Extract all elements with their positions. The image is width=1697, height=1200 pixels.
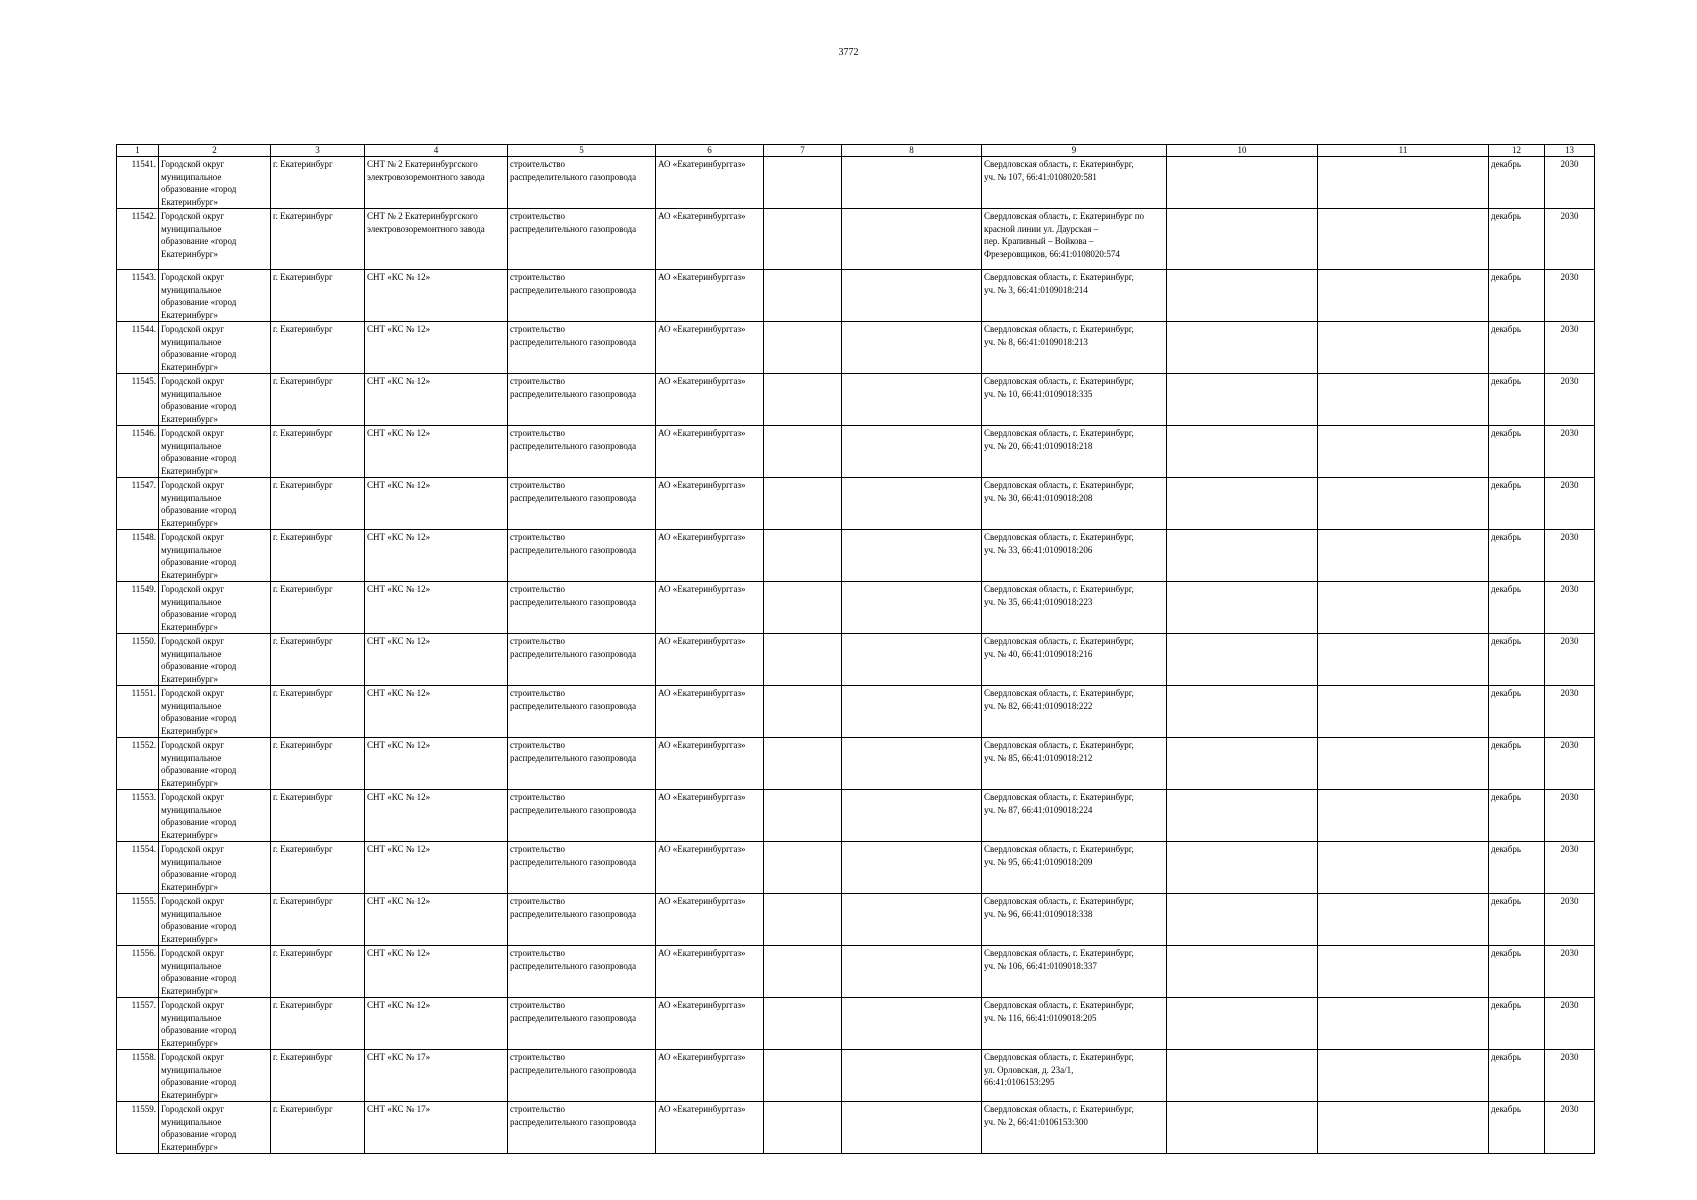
column-10-cell	[1167, 209, 1318, 270]
table-row	[117, 530, 1595, 582]
column-11-cell	[1318, 738, 1489, 790]
column-8-cell	[842, 322, 982, 374]
column-7-cell	[764, 478, 842, 530]
year-cell: 2030	[1545, 946, 1595, 998]
municipality-cell: Городской округ муниципальное образование «город Екатеринбург»	[159, 894, 271, 946]
object-cell: СНТ «КС № 12»	[365, 426, 508, 478]
column-7-cell	[764, 842, 842, 894]
settlement-cell: г. Екатеринбург	[271, 426, 365, 478]
table-row	[117, 426, 1595, 478]
object-cell: СНТ «КС № 12»	[365, 374, 508, 426]
column-10-cell	[1167, 530, 1318, 582]
settlement-cell: г. Екатеринбург	[271, 322, 365, 374]
municipality-cell: Городской округ муниципальное образование «город Екатеринбург»	[159, 157, 271, 209]
object-cell: СНТ № 2 Екатеринбургского электровозоремонтного завода	[365, 157, 508, 209]
column-11-cell	[1318, 946, 1489, 998]
column-10-cell	[1167, 157, 1318, 209]
municipality-cell: Городской округ муниципальное образование «город Екатеринбург»	[159, 842, 271, 894]
settlement-cell: г. Екатеринбург	[271, 790, 365, 842]
year-cell: 2030	[1545, 1102, 1595, 1154]
organization-cell: АО «Екатеринбурггаз»	[656, 686, 764, 738]
year-cell: 2030	[1545, 842, 1595, 894]
object-cell: СНТ «КС № 12»	[365, 790, 508, 842]
month-cell: декабрь	[1489, 634, 1545, 686]
work-type-cell: строительство распределительного газопровода	[508, 790, 656, 842]
year-cell: 2030	[1545, 790, 1595, 842]
object-cell: СНТ «КС № 12»	[365, 270, 508, 322]
settlement-cell: г. Екатеринбург	[271, 738, 365, 790]
column-8-cell	[842, 270, 982, 322]
organization-cell: АО «Екатеринбурггаз»	[656, 894, 764, 946]
municipality-cell: Городской округ муниципальное образование «город Екатеринбург»	[159, 738, 271, 790]
municipality-cell: Городской округ муниципальное образование «город Екатеринбург»	[159, 478, 271, 530]
municipality-cell: Городской округ муниципальное образование «город Екатеринбург»	[159, 790, 271, 842]
table-row	[117, 157, 1595, 209]
object-cell: СНТ «КС № 17»	[365, 1102, 508, 1154]
municipality-cell: Городской округ муниципальное образование «город Екатеринбург»	[159, 582, 271, 634]
address-cell: Свердловская область, г. Екатеринбург, уч. № 96, 66:41:0109018:338	[982, 894, 1167, 946]
column-11-cell	[1318, 998, 1489, 1050]
table-row	[117, 1102, 1595, 1154]
month-cell: декабрь	[1489, 1102, 1545, 1154]
address-cell: Свердловская область, г. Екатеринбург, уч. № 82, 66:41:0109018:222	[982, 686, 1167, 738]
column-8-cell	[842, 1050, 982, 1102]
object-cell: СНТ № 2 Екатеринбургского электровозоремонтного завода	[365, 209, 508, 270]
column-number-11: 11	[1318, 145, 1489, 157]
row-number: 11559.	[117, 1102, 159, 1154]
column-7-cell	[764, 209, 842, 270]
organization-cell: АО «Екатеринбурггаз»	[656, 738, 764, 790]
column-10-cell	[1167, 894, 1318, 946]
object-cell: СНТ «КС № 12»	[365, 478, 508, 530]
year-cell: 2030	[1545, 209, 1595, 270]
municipality-cell: Городской округ муниципальное образование «город Екатеринбург»	[159, 998, 271, 1050]
municipality-cell: Городской округ муниципальное образование «город Екатеринбург»	[159, 209, 271, 270]
municipality-cell: Городской округ муниципальное образование «город Екатеринбург»	[159, 686, 271, 738]
row-number: 11541.	[117, 157, 159, 209]
row-number: 11545.	[117, 374, 159, 426]
object-cell: СНТ «КС № 12»	[365, 530, 508, 582]
column-number-12: 12	[1489, 145, 1545, 157]
object-cell: СНТ «КС № 17»	[365, 1050, 508, 1102]
year-cell: 2030	[1545, 894, 1595, 946]
column-11-cell	[1318, 322, 1489, 374]
month-cell: декабрь	[1489, 738, 1545, 790]
column-7-cell	[764, 738, 842, 790]
settlement-cell: г. Екатеринбург	[271, 478, 365, 530]
work-type-cell: строительство распределительного газопровода	[508, 998, 656, 1050]
address-cell: Свердловская область, г. Екатеринбург, ул. Орловская, д. 23а/1, 66:41:0106153:295	[982, 1050, 1167, 1102]
table-row	[117, 1050, 1595, 1102]
work-type-cell: строительство распределительного газопровода	[508, 478, 656, 530]
column-10-cell	[1167, 270, 1318, 322]
table-row	[117, 374, 1595, 426]
organization-cell: АО «Екатеринбурггаз»	[656, 426, 764, 478]
column-8-cell	[842, 209, 982, 270]
table-row	[117, 894, 1595, 946]
column-number-13: 13	[1545, 145, 1595, 157]
page-number: 3772	[838, 47, 859, 58]
table-body	[117, 157, 1595, 1154]
organization-cell: АО «Екатеринбурггаз»	[656, 998, 764, 1050]
column-number-1: 1	[117, 145, 159, 157]
column-number-4: 4	[365, 145, 508, 157]
month-cell: декабрь	[1489, 998, 1545, 1050]
work-type-cell: строительство распределительного газопровода	[508, 946, 656, 998]
row-number: 11551.	[117, 686, 159, 738]
object-cell: СНТ «КС № 12»	[365, 946, 508, 998]
column-11-cell	[1318, 426, 1489, 478]
row-number: 11558.	[117, 1050, 159, 1102]
column-11-cell	[1318, 209, 1489, 270]
month-cell: декабрь	[1489, 1050, 1545, 1102]
work-type-cell: строительство распределительного газопровода	[508, 270, 656, 322]
work-type-cell: строительство распределительного газопровода	[508, 894, 656, 946]
column-8-cell	[842, 582, 982, 634]
work-type-cell: строительство распределительного газопровода	[508, 686, 656, 738]
address-cell: Свердловская область, г. Екатеринбург, уч. № 33, 66:41:0109018:206	[982, 530, 1167, 582]
row-number: 11556.	[117, 946, 159, 998]
month-cell: декабрь	[1489, 157, 1545, 209]
column-11-cell	[1318, 1050, 1489, 1102]
column-8-cell	[842, 790, 982, 842]
column-8-cell	[842, 738, 982, 790]
object-cell: СНТ «КС № 12»	[365, 998, 508, 1050]
year-cell: 2030	[1545, 530, 1595, 582]
month-cell: декабрь	[1489, 478, 1545, 530]
address-cell: Свердловская область, г. Екатеринбург, уч. № 10, 66:41:0109018:335	[982, 374, 1167, 426]
column-7-cell	[764, 374, 842, 426]
organization-cell: АО «Екатеринбурггаз»	[656, 374, 764, 426]
year-cell: 2030	[1545, 426, 1595, 478]
row-number: 11555.	[117, 894, 159, 946]
municipality-cell: Городской округ муниципальное образование «город Екатеринбург»	[159, 530, 271, 582]
table-row	[117, 209, 1595, 270]
organization-cell: АО «Екатеринбурггаз»	[656, 634, 764, 686]
column-10-cell	[1167, 946, 1318, 998]
address-cell: Свердловская область, г. Екатеринбург, уч. № 95, 66:41:0109018:209	[982, 842, 1167, 894]
settlement-cell: г. Екатеринбург	[271, 1050, 365, 1102]
object-cell: СНТ «КС № 12»	[365, 322, 508, 374]
municipality-cell: Городской округ муниципальное образование «город Екатеринбург»	[159, 322, 271, 374]
work-type-cell: строительство распределительного газопровода	[508, 209, 656, 270]
municipality-cell: Городской округ муниципальное образование «город Екатеринбург»	[159, 634, 271, 686]
row-number: 11547.	[117, 478, 159, 530]
settlement-cell: г. Екатеринбург	[271, 1102, 365, 1154]
column-number-2: 2	[159, 145, 271, 157]
column-11-cell	[1318, 478, 1489, 530]
organization-cell: АО «Екатеринбурггаз»	[656, 478, 764, 530]
column-7-cell	[764, 894, 842, 946]
object-cell: СНТ «КС № 12»	[365, 738, 508, 790]
row-number: 11550.	[117, 634, 159, 686]
work-type-cell: строительство распределительного газопровода	[508, 634, 656, 686]
settlement-cell: г. Екатеринбург	[271, 530, 365, 582]
column-10-cell	[1167, 790, 1318, 842]
address-cell: Свердловская область, г. Екатеринбург, уч. № 40, 66:41:0109018:216	[982, 634, 1167, 686]
month-cell: декабрь	[1489, 842, 1545, 894]
work-type-cell: строительство распределительного газопровода	[508, 1102, 656, 1154]
settlement-cell: г. Екатеринбург	[271, 634, 365, 686]
column-7-cell	[764, 1050, 842, 1102]
month-cell: декабрь	[1489, 946, 1545, 998]
address-cell: Свердловская область, г. Екатеринбург, уч. № 116, 66:41:0109018:205	[982, 998, 1167, 1050]
organization-cell: АО «Екатеринбурггаз»	[656, 530, 764, 582]
column-7-cell	[764, 686, 842, 738]
row-number: 11546.	[117, 426, 159, 478]
work-type-cell: строительство распределительного газопровода	[508, 842, 656, 894]
column-number-5: 5	[508, 145, 656, 157]
column-7-cell	[764, 946, 842, 998]
column-7-cell	[764, 1102, 842, 1154]
address-cell: Свердловская область, г. Екатеринбург, уч. № 30, 66:41:0109018:208	[982, 478, 1167, 530]
column-10-cell	[1167, 374, 1318, 426]
year-cell: 2030	[1545, 998, 1595, 1050]
column-10-cell	[1167, 634, 1318, 686]
table-row	[117, 738, 1595, 790]
work-type-cell: строительство распределительного газопровода	[508, 1050, 656, 1102]
address-cell: Свердловская область, г. Екатеринбург, уч. № 106, 66:41:0109018:337	[982, 946, 1167, 998]
column-7-cell	[764, 426, 842, 478]
address-cell: Свердловская область, г. Екатеринбург, уч. № 8, 66:41:0109018:213	[982, 322, 1167, 374]
work-type-cell: строительство распределительного газопровода	[508, 322, 656, 374]
organization-cell: АО «Екатеринбурггаз»	[656, 790, 764, 842]
table-row	[117, 790, 1595, 842]
column-7-cell	[764, 998, 842, 1050]
column-11-cell	[1318, 686, 1489, 738]
month-cell: декабрь	[1489, 426, 1545, 478]
column-10-cell	[1167, 998, 1318, 1050]
table-row	[117, 842, 1595, 894]
organization-cell: АО «Екатеринбурггаз»	[656, 946, 764, 998]
month-cell: декабрь	[1489, 582, 1545, 634]
column-11-cell	[1318, 157, 1489, 209]
month-cell: декабрь	[1489, 270, 1545, 322]
column-8-cell	[842, 530, 982, 582]
row-number: 11554.	[117, 842, 159, 894]
column-10-cell	[1167, 582, 1318, 634]
organization-cell: АО «Екатеринбурггаз»	[656, 322, 764, 374]
month-cell: декабрь	[1489, 209, 1545, 270]
work-type-cell: строительство распределительного газопровода	[508, 157, 656, 209]
column-7-cell	[764, 270, 842, 322]
column-10-cell	[1167, 478, 1318, 530]
column-10-cell	[1167, 1102, 1318, 1154]
column-number-3: 3	[271, 145, 365, 157]
organization-cell: АО «Екатеринбурггаз»	[656, 157, 764, 209]
column-11-cell	[1318, 634, 1489, 686]
row-number: 11543.	[117, 270, 159, 322]
column-7-cell	[764, 322, 842, 374]
column-11-cell	[1318, 790, 1489, 842]
row-number: 11552.	[117, 738, 159, 790]
table-row	[117, 998, 1595, 1050]
work-type-cell: строительство распределительного газопровода	[508, 738, 656, 790]
column-8-cell	[842, 426, 982, 478]
object-cell: СНТ «КС № 12»	[365, 686, 508, 738]
settlement-cell: г. Екатеринбург	[271, 686, 365, 738]
column-8-cell	[842, 157, 982, 209]
address-cell: Свердловская область, г. Екатеринбург по красной линии ул. Даурская – пер. Крапивный – Войкова – Фрезеровщиков, 66:41:0108020:574	[982, 209, 1167, 270]
work-type-cell: строительство распределительного газопровода	[508, 426, 656, 478]
organization-cell: АО «Екатеринбурггаз»	[656, 582, 764, 634]
year-cell: 2030	[1545, 270, 1595, 322]
column-11-cell	[1318, 582, 1489, 634]
column-7-cell	[764, 530, 842, 582]
column-10-cell	[1167, 842, 1318, 894]
organization-cell: АО «Екатеринбурггаз»	[656, 1102, 764, 1154]
month-cell: декабрь	[1489, 322, 1545, 374]
year-cell: 2030	[1545, 322, 1595, 374]
object-cell: СНТ «КС № 12»	[365, 894, 508, 946]
month-cell: декабрь	[1489, 894, 1545, 946]
settlement-cell: г. Екатеринбург	[271, 582, 365, 634]
register-table	[116, 144, 1595, 1154]
settlement-cell: г. Екатеринбург	[271, 374, 365, 426]
organization-cell: АО «Екатеринбурггаз»	[656, 209, 764, 270]
column-11-cell	[1318, 270, 1489, 322]
settlement-cell: г. Екатеринбург	[271, 209, 365, 270]
column-number-10: 10	[1167, 145, 1318, 157]
column-8-cell	[842, 374, 982, 426]
settlement-cell: г. Екатеринбург	[271, 270, 365, 322]
column-number-7: 7	[764, 145, 842, 157]
work-type-cell: строительство распределительного газопровода	[508, 582, 656, 634]
column-10-cell	[1167, 426, 1318, 478]
month-cell: декабрь	[1489, 790, 1545, 842]
row-number: 11544.	[117, 322, 159, 374]
column-10-cell	[1167, 322, 1318, 374]
column-8-cell	[842, 946, 982, 998]
organization-cell: АО «Екатеринбурггаз»	[656, 1050, 764, 1102]
object-cell: СНТ «КС № 12»	[365, 842, 508, 894]
column-8-cell	[842, 686, 982, 738]
address-cell: Свердловская область, г. Екатеринбург, уч. № 2, 66:41:0106153:300	[982, 1102, 1167, 1154]
year-cell: 2030	[1545, 686, 1595, 738]
municipality-cell: Городской округ муниципальное образование «город Екатеринбург»	[159, 426, 271, 478]
column-10-cell	[1167, 1050, 1318, 1102]
year-cell: 2030	[1545, 1050, 1595, 1102]
column-10-cell	[1167, 686, 1318, 738]
work-type-cell: строительство распределительного газопровода	[508, 530, 656, 582]
work-type-cell: строительство распределительного газопровода	[508, 374, 656, 426]
organization-cell: АО «Екатеринбурггаз»	[656, 270, 764, 322]
column-number-6: 6	[656, 145, 764, 157]
month-cell: декабрь	[1489, 530, 1545, 582]
column-number-row	[117, 145, 1595, 157]
organization-cell: АО «Екатеринбурггаз»	[656, 842, 764, 894]
column-7-cell	[764, 790, 842, 842]
address-cell: Свердловская область, г. Екатеринбург, уч. № 35, 66:41:0109018:223	[982, 582, 1167, 634]
column-11-cell	[1318, 894, 1489, 946]
address-cell: Свердловская область, г. Екатеринбург, уч. № 3, 66:41:0109018:214	[982, 270, 1167, 322]
municipality-cell: Городской округ муниципальное образование «город Екатеринбург»	[159, 270, 271, 322]
settlement-cell: г. Екатеринбург	[271, 946, 365, 998]
column-8-cell	[842, 998, 982, 1050]
column-8-cell	[842, 1102, 982, 1154]
table-row	[117, 270, 1595, 322]
address-cell: Свердловская область, г. Екатеринбург, уч. № 20, 66:41:0109018:218	[982, 426, 1167, 478]
table-row	[117, 322, 1595, 374]
municipality-cell: Городской округ муниципальное образование «город Екатеринбург»	[159, 1050, 271, 1102]
column-7-cell	[764, 157, 842, 209]
column-number-9: 9	[982, 145, 1167, 157]
address-cell: Свердловская область, г. Екатеринбург, уч. № 85, 66:41:0109018:212	[982, 738, 1167, 790]
municipality-cell: Городской округ муниципальное образование «город Екатеринбург»	[159, 374, 271, 426]
settlement-cell: г. Екатеринбург	[271, 998, 365, 1050]
year-cell: 2030	[1545, 478, 1595, 530]
column-11-cell	[1318, 530, 1489, 582]
month-cell: декабрь	[1489, 374, 1545, 426]
address-cell: Свердловская область, г. Екатеринбург, уч. № 107, 66:41:0108020:581	[982, 157, 1167, 209]
column-11-cell	[1318, 1102, 1489, 1154]
year-cell: 2030	[1545, 738, 1595, 790]
column-11-cell	[1318, 374, 1489, 426]
table-row	[117, 478, 1595, 530]
settlement-cell: г. Екатеринбург	[271, 157, 365, 209]
municipality-cell: Городской округ муниципальное образование «город Екатеринбург»	[159, 946, 271, 998]
year-cell: 2030	[1545, 374, 1595, 426]
address-cell: Свердловская область, г. Екатеринбург, уч. № 87, 66:41:0109018:224	[982, 790, 1167, 842]
column-8-cell	[842, 634, 982, 686]
year-cell: 2030	[1545, 582, 1595, 634]
settlement-cell: г. Екатеринбург	[271, 842, 365, 894]
row-number: 11542.	[117, 209, 159, 270]
row-number: 11557.	[117, 998, 159, 1050]
municipality-cell: Городской округ муниципальное образование «город Екатеринбург»	[159, 1102, 271, 1154]
month-cell: декабрь	[1489, 686, 1545, 738]
column-10-cell	[1167, 738, 1318, 790]
column-7-cell	[764, 634, 842, 686]
year-cell: 2030	[1545, 157, 1595, 209]
table-row	[117, 686, 1595, 738]
column-8-cell	[842, 842, 982, 894]
table-row	[117, 582, 1595, 634]
row-number: 11549.	[117, 582, 159, 634]
row-number: 11548.	[117, 530, 159, 582]
row-number: 11553.	[117, 790, 159, 842]
settlement-cell: г. Екатеринбург	[271, 894, 365, 946]
column-number-8: 8	[842, 145, 982, 157]
object-cell: СНТ «КС № 12»	[365, 634, 508, 686]
year-cell: 2030	[1545, 634, 1595, 686]
table-row	[117, 946, 1595, 998]
column-11-cell	[1318, 842, 1489, 894]
column-8-cell	[842, 478, 982, 530]
column-8-cell	[842, 894, 982, 946]
column-7-cell	[764, 582, 842, 634]
table-row	[117, 634, 1595, 686]
object-cell: СНТ «КС № 12»	[365, 582, 508, 634]
